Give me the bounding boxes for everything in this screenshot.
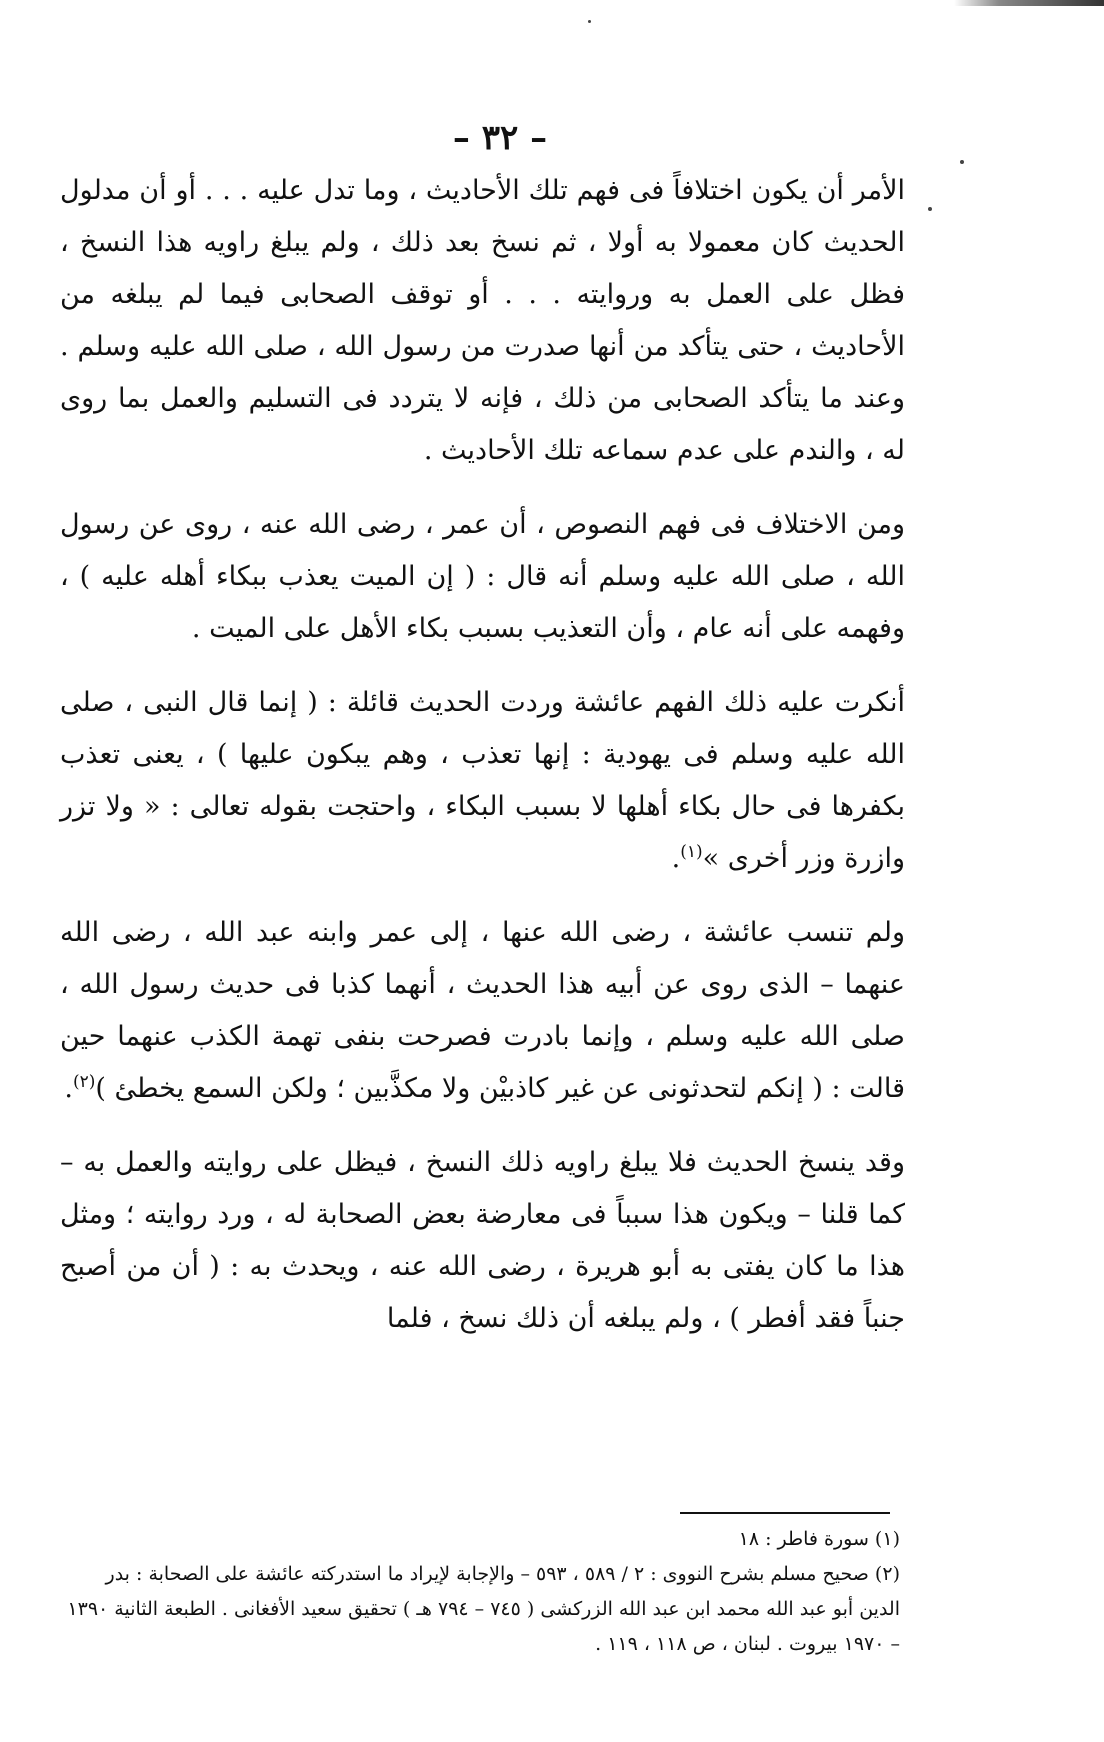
main-text xyxy=(60,165,905,1345)
paragraph xyxy=(60,165,905,477)
paragraph-text: ولم تنسب عائشة ، رضى الله عنها ، إلى عمر وابنه عبد الله ، رضى الله عنهما – الذى روى عن أبيه هذا الحديث ، أنهما كذبا فى حديث رسول الله ، صلى الله عليه وسلم ، وإنما بادرت فصرحت بنفى تهمة الكذب عنهما حين قالت : ( إنكم لتحدثونى عن غير كاذبيْن ولا مكذَّبين ؛ ولكن السمع يخطئ ) xyxy=(60,917,905,1104)
scan-speck xyxy=(588,20,591,23)
paragraph-end: . xyxy=(671,843,681,874)
footnote: (١) سورة فاطر : ١٨ xyxy=(738,1528,900,1550)
footnote-separator xyxy=(680,1512,890,1514)
footnotes xyxy=(60,1522,900,1662)
paragraph xyxy=(60,907,905,1115)
paragraph-end: . xyxy=(64,1073,73,1104)
paragraph-text: وقد ينسخ الحديث فلا يبلغ راويه ذلك النسخ ، فيظل على روايته والعمل به – كما قلنا – ويكون هذا سبباً فى معارضة بعض الصحابة له ، ورد روايته ؛ ومثل هذا ما كان يفتى به أبو هريرة ، رضى الله عنه ، ويحدث به : ( أن من أصبح جنباً فقد أفطر ) ، ولم يبلغه أن ذلك نسخ ، فلما xyxy=(60,1147,905,1334)
page-number: – ٣٢ – xyxy=(452,118,548,158)
paragraph-text: ومن الاختلاف فى فهم النصوص ، أن عمر ، رضى الله عنه ، روى عن رسول الله ، صلى الله عليه وسلم أنه قال : ( إن الميت يعذب ببكاء أهله عليه ) ، وفهمه على أنه عام ، وأن التعذيب بسبب بكاء الأهل على الميت . xyxy=(60,509,905,644)
scan-speck xyxy=(928,207,932,211)
paragraph xyxy=(60,499,905,655)
scan-edge-mark xyxy=(954,0,1104,6)
paragraph xyxy=(60,677,905,885)
paragraph xyxy=(60,1137,905,1345)
paragraph-text: الأمر أن يكون اختلافاً فى فهم تلك الأحاديث ، وما تدل عليه . . . أو أن مدلول الحديث كان معمولا به أولا ، ثم نسخ بعد ذلك ، ولم يبلغ راويه هذا النسخ ، فظل على العمل به وروايته . . . أو توقف الصحابى فيما لم يبلغه من الأحاديث ، حتى يتأكد من أنها صدرت من رسول الله ، صلى الله عليه وسلم . وعند ما يتأكد الصحابى من ذلك ، فإنه لا يتردد فى التسليم والعمل بما روى له ، والندم على عدم سماعه تلك الأحاديث . xyxy=(60,175,905,466)
footnote-reference: (١) xyxy=(680,842,703,862)
scan-speck xyxy=(960,160,964,164)
paragraph-text: أنكرت عليه ذلك الفهم عائشة وردت الحديث قائلة : ( إنما قال النبى ، صلى الله عليه وسلم فى يهودية : إنها تعذب ، وهم يبكون عليها ) ، يعنى تعذب بكفرها فى حال بكاء أهلها لا بسبب البكاء ، واحتجت بقوله تعالى : « ولا تزر وازرة وزر أخرى » xyxy=(60,687,905,874)
footnote-reference: (٢) xyxy=(72,1072,96,1092)
footnote: (٢) صحيح مسلم بشرح النووى : ٢ / ٥٨٩ ، ٥٩٣ – والإجابة لإيراد ما استدركته عائشة على الصحابة : بدر الدين أبو عبد الله محمد ابن عبد الله الزركشى ( ٧٤٥ – ٧٩٤ هـ ) تحقيق سعيد الأفغانى . الطبعة الثانية ١٣٩٠ – ١٩٧٠ بيروت . لبنان ، ص ١١٨ ، ١١٩ . xyxy=(67,1563,900,1655)
